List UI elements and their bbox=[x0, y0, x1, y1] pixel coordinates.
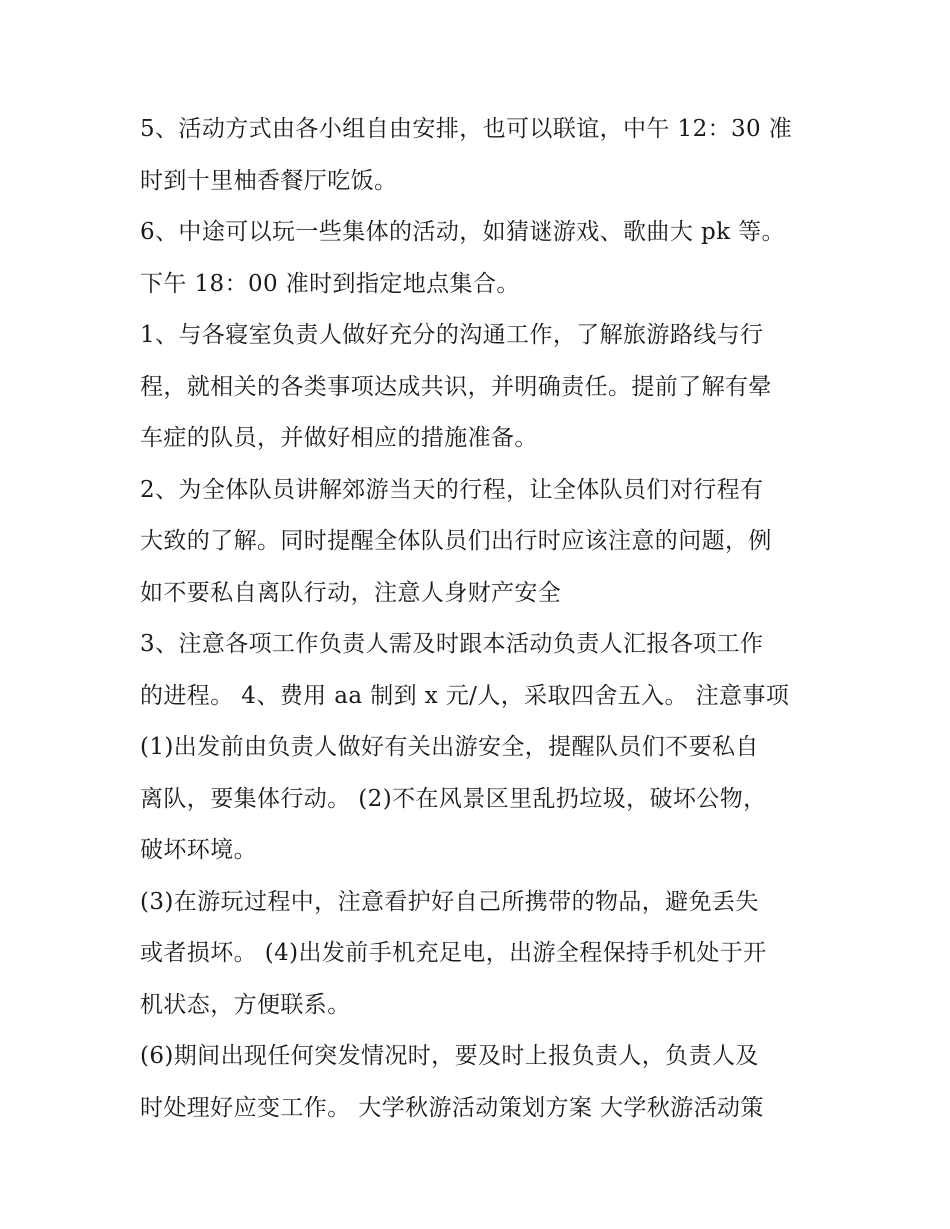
text-line-9: 大致的了解。同时提醒全体队员们出行时应该注意的问题，例 bbox=[140, 528, 772, 554]
text-line-12: 的进程。 4、费用 aa 制到 x 元/人，采取四舍五入。 注意事项 bbox=[140, 682, 790, 709]
text-line-14: 离队，要集体行动。 (2)不在风景区里乱扔垃圾，破坏公物， bbox=[140, 785, 767, 812]
text-line-4: 下午 18：00 准时到指定地点集合。 bbox=[140, 270, 520, 297]
text-line-11: 3、注意各项工作负责人需及时跟本活动负责人汇报各项工作 bbox=[140, 631, 764, 657]
text-line-2: 时到十里柚香餐厅吃饭。 bbox=[140, 167, 398, 194]
text-line-10: 如不要私自离队行动，注意人身财产安全 bbox=[140, 579, 562, 606]
text-line-15: 破坏环境。 bbox=[140, 837, 257, 863]
text-line-7: 车症的队员，并做好相应的措施准备。 bbox=[140, 425, 538, 451]
text-line-13: (1)出发前由负责人做好有关出游安全，提醒队员们不要私自 bbox=[140, 734, 759, 760]
text-line-20: 时处理好应变工作。 大学秋游活动策划方案 大学秋游活动策 bbox=[140, 1094, 764, 1121]
text-line-6: 程，就相关的各类事项达成共识，并明确责任。提前了解有晕 bbox=[140, 373, 772, 400]
text-line-16: (3)在游玩过程中，注意看护好自己所携带的物品，避免丢失 bbox=[140, 888, 759, 915]
text-line-3: 6、中途可以玩一些集体的活动，如猜谜游戏、歌曲大 pk 等。 bbox=[140, 219, 785, 245]
text-line-1: 5、活动方式由各小组自由安排，也可以联谊，中午 12：30 准 bbox=[140, 116, 793, 142]
text-line-19: (6)期间出现任何突发情况时，要及时上报负责人，负责人及 bbox=[140, 1043, 759, 1069]
text-line-18: 机状态，方便联系。 bbox=[140, 991, 351, 1018]
text-line-17: 或者损坏。 (4)出发前手机充足电，出游全程保持手机处于开 bbox=[140, 940, 767, 966]
document-body bbox=[140, 104, 820, 1134]
text-line-5: 1、与各寝室负责人做好充分的沟通工作，了解旅游路线与行 bbox=[140, 322, 764, 348]
text-line-8: 2、为全体队员讲解郊游当天的行程，让全体队员们对行程有 bbox=[140, 476, 764, 503]
